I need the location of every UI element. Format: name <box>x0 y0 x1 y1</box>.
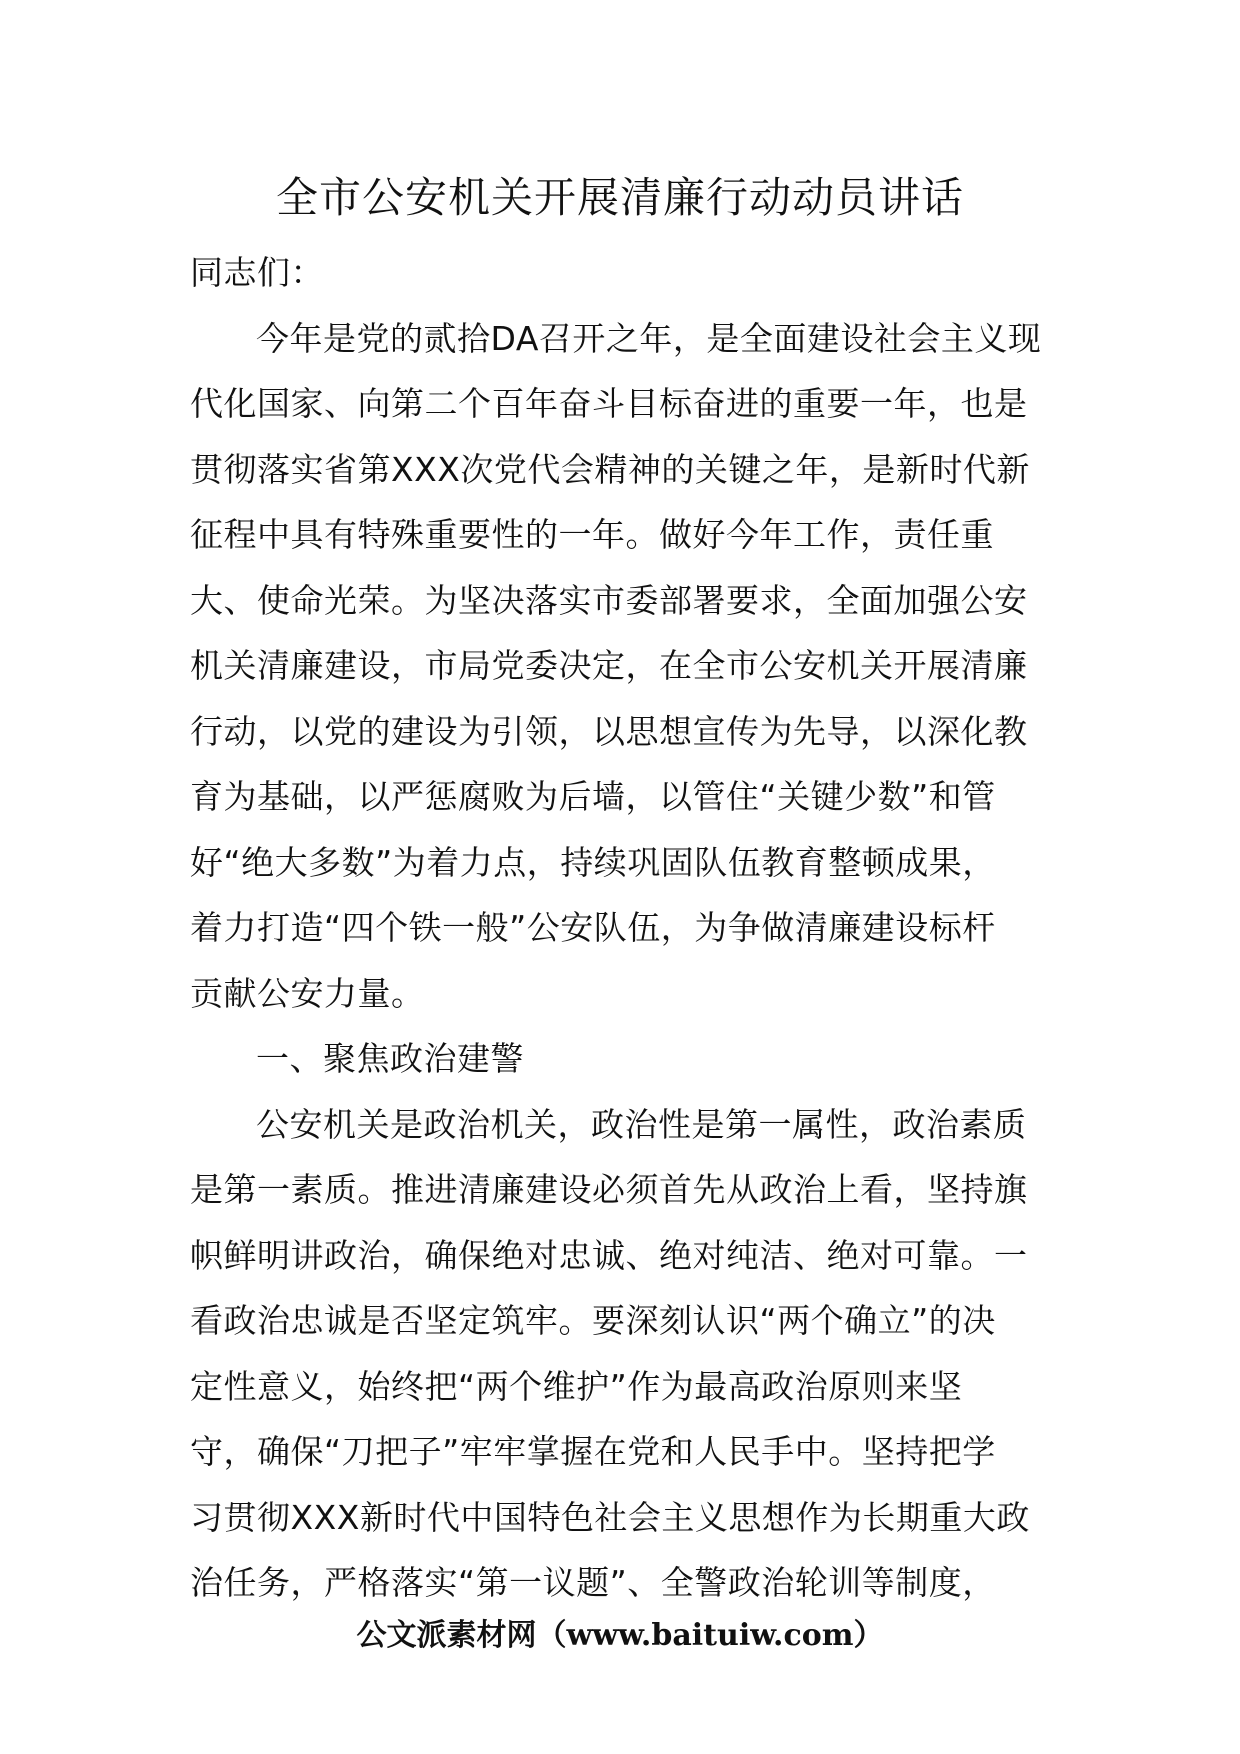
document-body <box>190 240 1070 1616</box>
body-text-line: 习贯彻XXX新时代中国特色社会主义思想作为长期重大政 <box>190 1497 1030 1537</box>
body-text-line: 守，确保“刀把子”牢牢掌握在党和人民手中。坚持把学 <box>190 1432 996 1471</box>
body-text-line: 帜鲜明讲政治，确保绝对忠诚、绝对纯洁、绝对可靠。一 <box>190 1235 1028 1275</box>
body-text-line: 贯彻落实省第XXX次党代会精神的关键之年，是新时代新 <box>190 449 1030 489</box>
body-text-line: 行动，以党的建设为引领，以思想宣传为先导，以深化教 <box>190 711 1028 751</box>
body-text-line: 是第一素质。推进清廉建设必须首先从政治上看，坚持旗 <box>190 1170 1028 1209</box>
body-text-line: 看政治忠诚是否坚定筑牢。要深刻认识“两个确立”的决 <box>190 1301 996 1340</box>
body-text-line: 着力打造“四个铁一般”公安队伍，为争做清廉建设标杆 <box>190 908 996 947</box>
body-text-line: 机关清廉建设，市局党委决定，在全市公安机关开展清廉 <box>190 646 1028 685</box>
body-text-line: 一、聚焦政治建警 <box>256 1039 524 1078</box>
body-text-line: 征程中具有特殊重要性的一年。做好今年工作，责任重 <box>190 515 994 554</box>
document-title: 全市公安机关开展清廉行动动员讲话 <box>275 173 964 222</box>
body-text-line: 代化国家、向第二个百年奋斗目标奋进的重要一年，也是 <box>190 384 1028 423</box>
body-text-line: 育为基础，以严惩腐败为后墙，以管住“关键少数”和管 <box>190 777 996 816</box>
body-text-line: 定性意义，始终把“两个维护”作为最高政治原则来坚 <box>190 1366 963 1406</box>
body-text-line: 好“绝大多数”为着力点，持续巩固队伍教育整顿成果， <box>190 842 996 882</box>
body-text-line: 治任务，严格落实“第一议题”、全警政治轮训等制度， <box>190 1563 996 1602</box>
body-text-line: 贡献公安力量。 <box>190 973 425 1013</box>
footer-watermark: 公文派素材网（www.baituiw.com） <box>356 1618 884 1653</box>
body-text-line: 大、使命光荣。为坚决落实市委部署要求，全面加强公安 <box>190 580 1028 620</box>
body-text-line: 公安机关是政治机关，政治性是第一属性，政治素质 <box>256 1104 1027 1144</box>
salutation-line: 同志们： <box>190 253 324 292</box>
body-text-line: 今年是党的贰拾DA召开之年，是全面建设社会主义现 <box>256 318 1042 358</box>
